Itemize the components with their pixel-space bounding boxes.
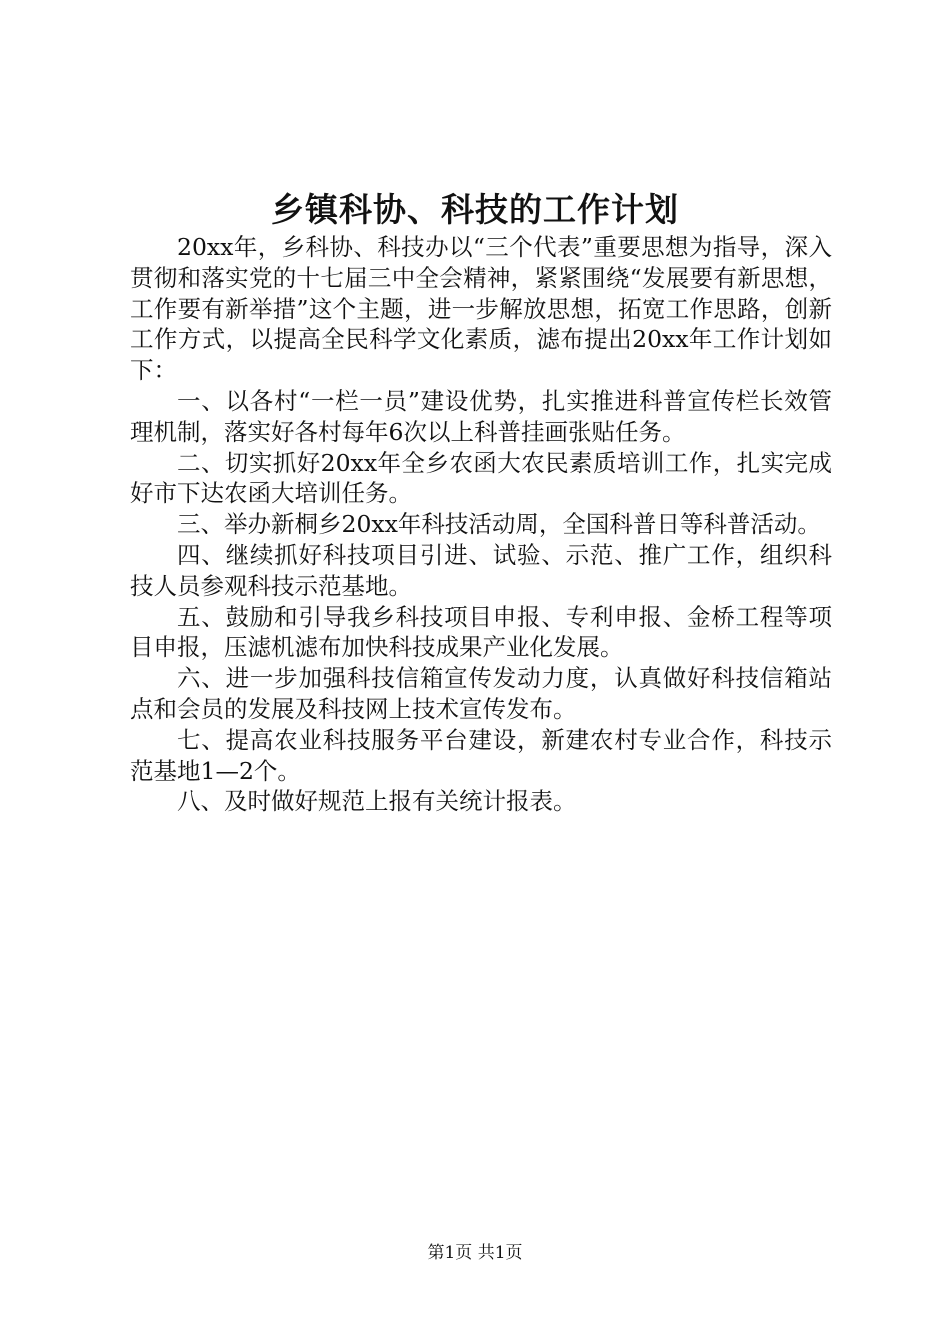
paragraph-item-7: 七、提高农业科技服务平台建设，新建农村专业合作，科技示范基地1—2个。 <box>130 725 832 785</box>
paragraph-item-2: 二、切实抓好20xx年全乡农函大农民素质培训工作，扎实完成好市下达农函大培训任务。 <box>130 448 832 508</box>
paragraph-item-1: 一、以各村“一栏一员”建设优势，扎实推进科普宣传栏长效管理机制，落实好各村每年6次以上科普挂画张贴任务。 <box>130 386 832 446</box>
paragraph-item-5: 五、鼓励和引导我乡科技项目申报、专利申报、金桥工程等项目申报，压滤机滤布加快科技成果产业化发展。 <box>130 602 832 662</box>
paragraph-item-4: 四、继续抓好科技项目引进、试验、示范、推广工作，组织科技人员参观科技示范基地。 <box>130 540 832 600</box>
document-body <box>130 232 832 817</box>
paragraph-item-6: 六、进一步加强科技信箱宣传发动力度，认真做好科技信箱站点和会员的发展及科技网上技术宣传发布。 <box>130 664 832 723</box>
paragraph-item-3: 三、举办新桐乡20xx年科技活动周，全国科普日等科普活动。 <box>177 510 821 539</box>
page-footer: 第1页 共1页 <box>427 1243 523 1263</box>
paragraph-intro: 20xx年，乡科协、科技办以“三个代表”重要思想为指导，深入贯彻和落实党的十七届三中全会精神，紧紧围绕“发展要有新思想，工作要有新举措”这个主题，进一步解放思想，拓宽工作思路，创新工作方式，以提高全民科学文化素质，滤布提出20xx年工作计划如下： <box>130 233 832 385</box>
document-title: 乡镇科协、科技的工作计划 <box>271 190 679 229</box>
paragraph-item-8: 八、及时做好规范上报有关统计报表。 <box>177 787 577 816</box>
